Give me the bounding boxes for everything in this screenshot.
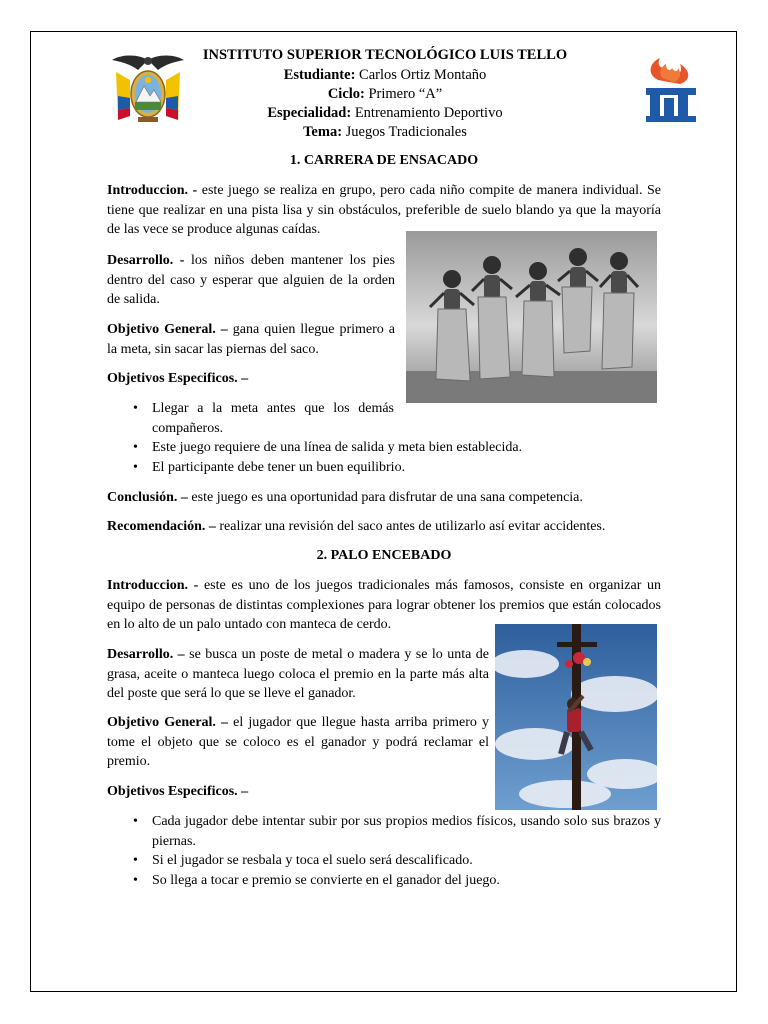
section-1-title: 1. CARRERA DE ENSACADO [289,153,479,168]
cycle-label: Ciclo: [327,86,365,102]
institute-logo [640,50,702,124]
cycle-line [190,85,580,104]
section-1-recommendation [107,517,661,537]
intro-text: este juego se realiza en grupo, pero cada niño compite de manera individual. Se tiene que realizar en una pista lisa y sin obstáculos, preferible de suelo blando ya que la mayoría de las vece se produce algunas caídas. [107,183,662,237]
specific-goals-label: Objetivos Especificos. – [107,371,249,386]
general-goal-text: el jugador que llegue hasta arriba primero y tome el objeto que se coloco es el ganador y podrá reclamar el premio. [107,715,490,769]
student-label: Estudiante: [283,67,356,83]
section-2-title: 2. PALO ENCEBADO [316,548,452,563]
sack-race-photo [406,231,657,403]
recommendation-text: realizar una revisión del saco antes de utilizarlo así evitar accidentes. [219,519,606,534]
list-item: • So llega a tocar e premio se convierte en el ganador del juego. [128,871,661,891]
topic-line [190,123,580,142]
intro-label: Introduccion. - [107,578,199,593]
specialty-line [190,104,580,123]
section-1-specific-goals-label [107,369,395,389]
list-item: • El participante debe tener un buen equilibrio. [128,458,661,478]
list-item: • Cada jugador debe intentar subir por sus propios medios físicos, usando solo sus brazos y piernas. [128,812,661,851]
section-2-general-goal [107,713,489,772]
development-label: Desarrollo. - [107,253,185,268]
specialty-label: Especialidad: [267,105,352,121]
student-value: Carlos Ortiz Montaño [359,67,487,83]
general-goal-label: Objetivo General. – [107,322,228,337]
section-1-development [107,251,395,310]
student-line [190,66,580,85]
section-2-specific-goals-list [128,812,661,890]
development-text: los niños deben mantener los pies dentro del caso y esperar que alguien de la orden de salida. [107,253,396,307]
cycle-value: Primero “A” [368,86,443,102]
topic-value: Juegos Tradicionales [345,124,467,140]
section-2-specific-goals-label [107,782,489,802]
conclusion-text: este juego es una oportunidad para disfrutar de una sana competencia. [191,490,583,505]
general-goal-text: gana quien llegue primero a la meta, sin sacar las piernas del saco. [107,322,396,357]
institute-name: INSTITUTO SUPERIOR TECNOLÓGICO LUIS TELLO [202,47,568,63]
development-label: Desarrollo. – [107,647,185,662]
list-item: • Llegar a la meta antes que los demás compañeros. [128,399,394,438]
specialty-value: Entrenamiento Deportivo [354,105,503,121]
intro-label: Introduccion. - [107,183,198,198]
section-1-conclusion [107,488,661,508]
section-1-general-goal [107,320,395,359]
recommendation-label: Recomendación. – [107,519,216,534]
coat-of-arms-logo [108,50,188,128]
greasy-pole-photo [495,624,657,810]
section-2-development [107,645,489,704]
topic-label: Tema: [303,124,343,140]
intro-text: este es uno de los juegos tradicionales más famosos, consiste en organizar un equipo de personas de distintas complexiones para lograr obtener los premios que están colocados en lo alto de un palo untado con manteca de cerdo. [107,578,661,632]
development-text: se busca un poste de metal o madera y se lo unta de grasa, aceite o manteca luego coloca el premio en la parte más alta del poste que será lo que se lleve el ganador. [107,647,490,701]
specific-goals-label: Objetivos Especificos. – [107,784,249,799]
general-goal-label: Objetivo General. – [107,715,229,730]
conclusion-label: Conclusión. – [107,490,188,505]
list-item: • Si el jugador se resbala y toca el suelo será descalificado. [128,851,661,871]
list-item: • Este juego requiere de una línea de salida y meta bien establecida. [128,438,661,458]
section-1-specific-goals-list [128,399,661,477]
